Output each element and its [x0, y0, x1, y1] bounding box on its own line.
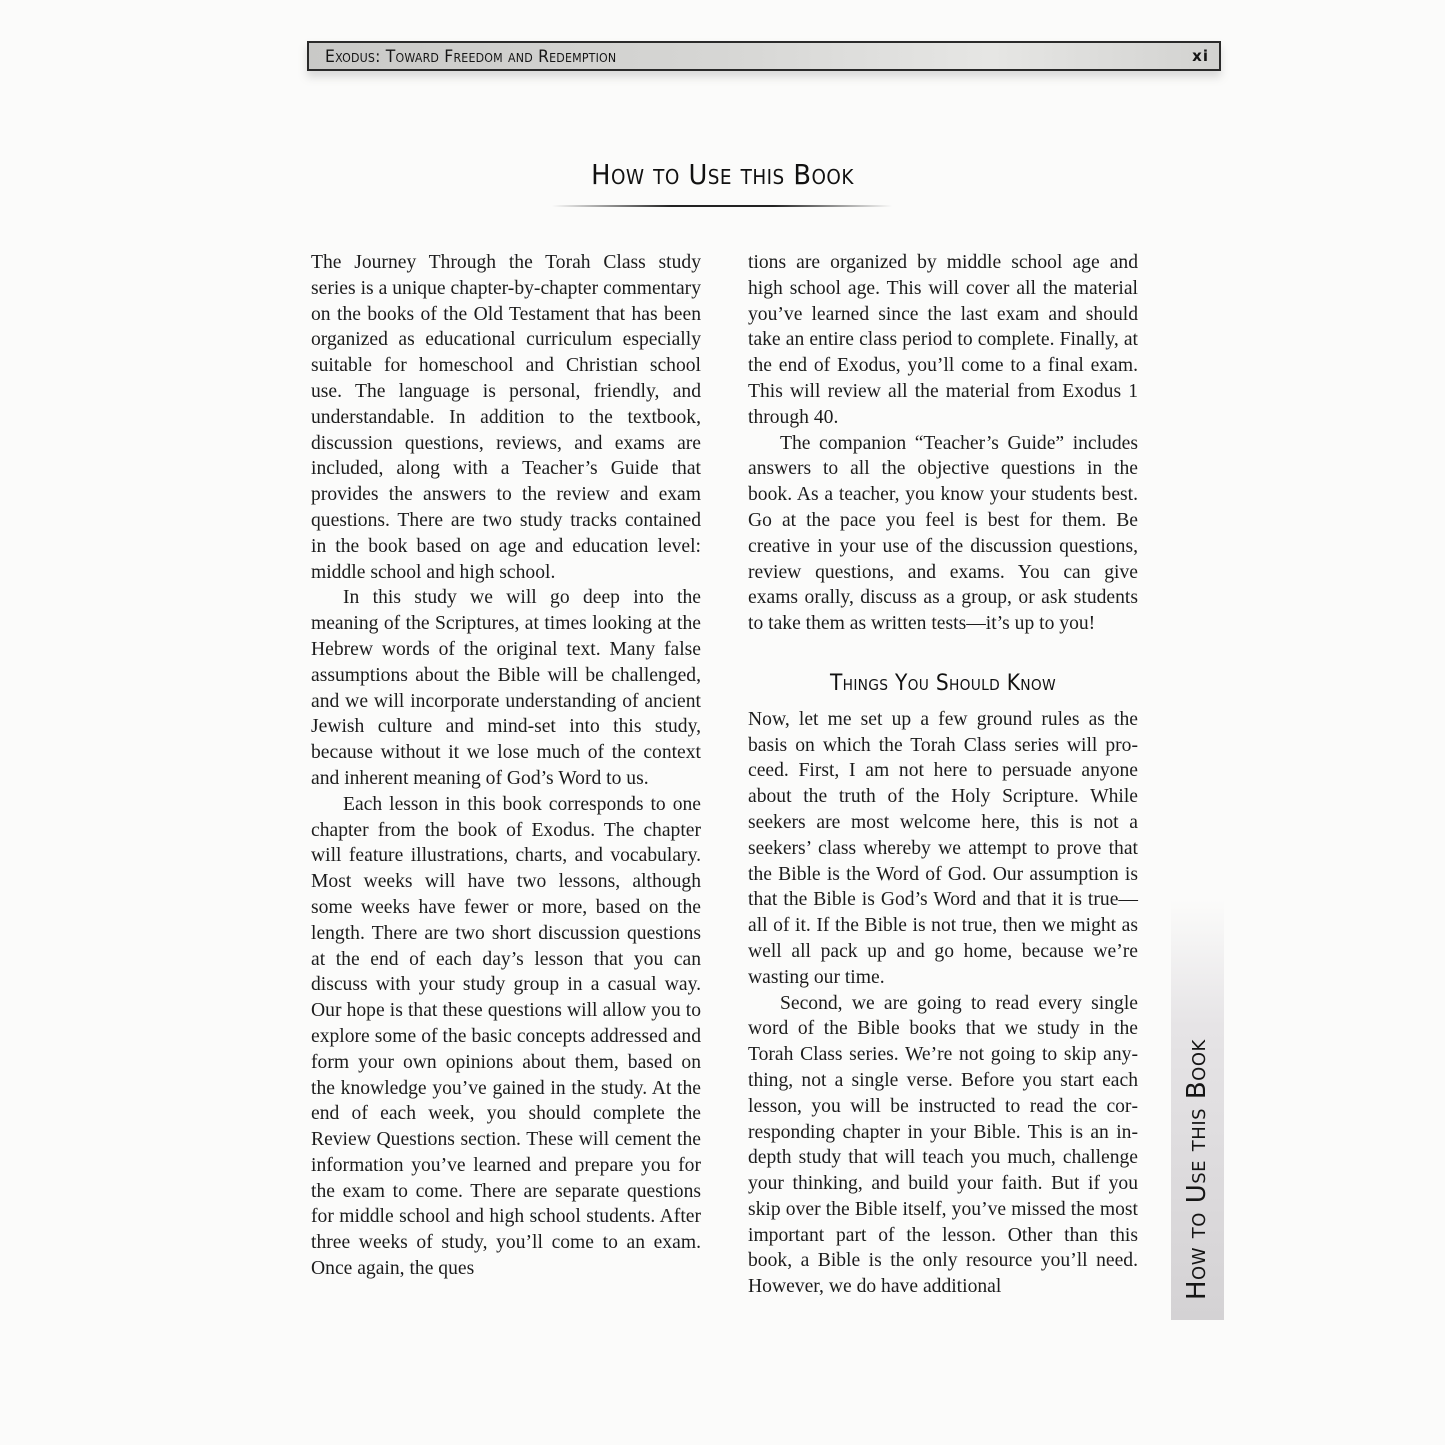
paragraph: Each lesson in this book corresponds to one chapter from the book of Exodus. The chapter will feature illustrations, charts, and vocabulary. Most weeks will have two lessons, although some weeks have fewer or more, based on the length. There are two short discussion questions at the end of each day’s lesson that you can discuss with your study group in a casual way. Our hope is that these questions will allow you to explore some of the basic concepts addressed and form your own opinions about them, based on the knowledge you’ve gained in the study. At the end of each week, you should complete the Review Questions section. These will cement the information you’ve learned and prepare you for the exam to come. There are separate questions for middle school and high school students. After three weeks of study, you’ll come to an exam. Once again, the ques [311, 793, 701, 1280]
paragraph: The Journey Through the Torah Class study series is a unique chapter-by-chapter commentary on the books of the Old Testament that has been organized as educational curriculum especially suitable for homeschool and Christian school use. The language is personal, friendly, and understandable. In addition to the textbook, discussion questions, reviews, and exams are included, along with a Teacher’s Guide that provides the answers to the review and exam questions. There are two study tracks contained in the book based on age and education level: middle school and high school. [311, 252, 701, 583]
running-header [307, 41, 1221, 71]
paragraph: Second, we are going to read every single word of the Bible books that we study in the Torah Class series. We’re not going to skip anything, not a single verse. Before you start each lesson, you will be instructed to read the corresponding chapter in your Bible. This is an in-depth study that will teach you much, challenge your thinking, and build your faith. But if you skip over the Bible itself, you’ve missed the most important part of the lesson. Other than this book, a Bible is the only resource you’ll need. However, we do have additional [748, 992, 1138, 1298]
right-column [748, 250, 1138, 1300]
running-header-title: Exodus: Toward Freedom and Redemption [325, 47, 617, 67]
paragraph: Now, let me set up a few ground rules as the basis on which the Torah Class series will proceed. First, I am not here to persuade anyone about the truth of the Holy Scripture. While seekers are most welcome here, this is not a seekers’ class whereby we attempt to prove that the Bible is the Word of God. Our assumption is that the Bible is God’s Word and that it is true—all of it. If the Bible is not true, then we might as well all pack up and go home, because we’re wasting our time. [748, 708, 1138, 988]
page-title: How to Use this Book [591, 158, 854, 191]
paragraph: The companion “Teacher’s Guide” includes answers to all the objective questions in the book. As a teacher, you know your students best. Go at the pace you feel is best for them. Be creative in your use of the discussion questions, review questions, and exams. You can give exams orally, discuss as a group, or ask students to take them as written tests—it’s up to you! [748, 432, 1138, 635]
left-column [311, 250, 701, 1282]
page-number: xi [1192, 47, 1209, 65]
paragraph: tions are organized by middle school age and high school age. This will cover all the material you’ve learned since the last exam and should take an entire class period to complete. Finally, at the end of Exodus, you’ll come to a final exam. This will review all the material from Exodus 1 through 40. [748, 252, 1138, 428]
chapter-side-tab [1171, 900, 1224, 1320]
section-heading: Things You Should Know [830, 670, 1056, 696]
side-tab-label: How to Use this Book [1181, 1039, 1212, 1300]
title-rule-divider [552, 205, 892, 207]
paragraph: In this study we will go deep into the meaning of the Scriptures, at times looking at the Hebrew words of the original text. Many false assumptions about the Bible will be challenged, and we will incorporate understanding of ancient Jewish culture and mind-set into this study, because without it we lose much of the context and inherent meaning of God’s Word to us. [311, 587, 701, 789]
